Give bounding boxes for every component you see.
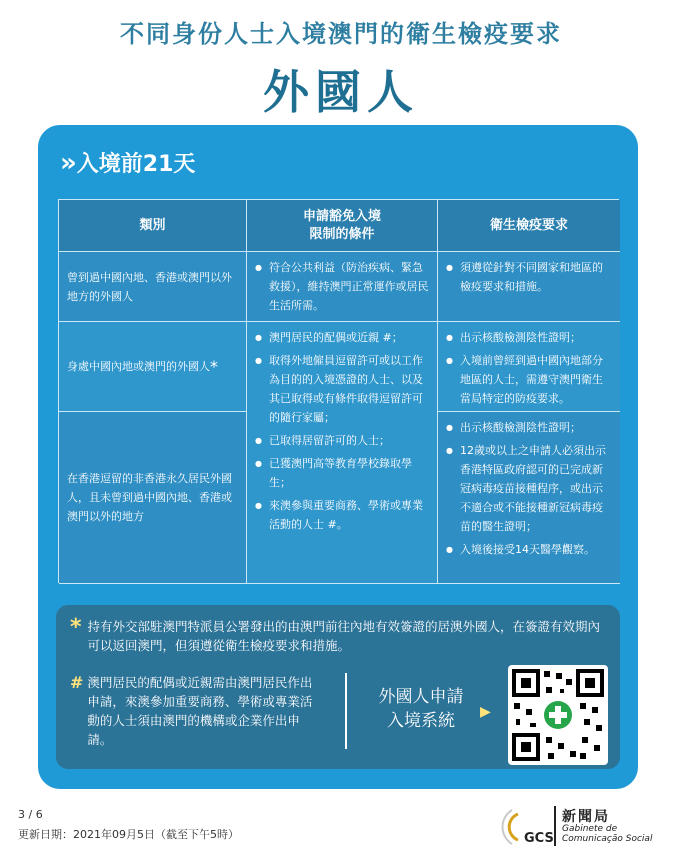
list-item: ● 已獲澳門高等教育學校錄取學生； xyxy=(255,454,429,492)
table-header-requirements: 衛生檢疫要求 xyxy=(438,200,620,252)
list-item: ● 澳門居民的配偶或近親 #； xyxy=(255,328,429,347)
list-item: ● 符合公共利益（防治疾病、緊急救援），維持澳門正常運作或居民生活所需。 xyxy=(255,258,429,315)
list-item: ● 入境前曾經到過中國內地部分地區的人士，需遵守澳門衛生當局特定的防疫要求。 xyxy=(446,351,612,408)
list-item: ● 12歲或以上之申請人必須出示香港特區政府認可的已完成新冠病毒疫苗接種程序，或出示不適合或不能接種新冠病毒疫苗的醫生證明； xyxy=(446,441,612,536)
page-indicator: 3 / 6 xyxy=(18,808,43,821)
info-card xyxy=(38,125,638,789)
table-cell-requirements xyxy=(438,412,620,584)
notes-box xyxy=(56,605,620,769)
list-item: ● 取得外地僱員逗留許可或以工作為目的的入境憑證的人士、以及其已取得或有條件取得逗留許可的隨行家屬； xyxy=(255,351,429,427)
divider xyxy=(345,673,347,749)
qr-code-icon[interactable] xyxy=(508,665,608,765)
gcs-logo xyxy=(498,800,682,852)
table-cell-category: 身處中國內地或澳門的外國人 * xyxy=(59,322,247,412)
chevron-right-icon: » xyxy=(60,147,71,178)
list-item: ● 入境後接受14天醫學觀察。 xyxy=(446,540,612,559)
star-note: * 持有外交部駐澳門特派員公署發出的由澳門前往內地有效簽證的居澳外國人，在簽證有效期內可以返回澳門，但須遵從衛生檢疫要求和措施。 xyxy=(70,615,601,653)
logo-name-zh: 新聞局 xyxy=(562,809,610,825)
list-item: ● 出示核酸檢測陰性證明； xyxy=(446,328,612,347)
page-title: 外國人 xyxy=(263,65,419,119)
table-header-conditions: 申請豁免入境 限制的條件 xyxy=(247,200,438,252)
table-cell-category: 在香港逗留的非香港永久居民外國人，且未曾到過中國內地、香港或澳門以外的地方 xyxy=(59,412,247,584)
hash-note: # 澳門居民的配偶或近親需由澳門居民作出申請，來澳參加重要商務、學術或專業活動的人士須由澳門的機構或企業作出申請。 xyxy=(70,673,313,747)
requirements-table xyxy=(58,199,619,583)
page-subtitle: 不同身份人士入境澳門的衛生檢疫要求 xyxy=(120,20,562,48)
gcs-logo-mark-icon xyxy=(498,800,558,852)
table-cell-requirements xyxy=(438,322,620,412)
table-cell-requirements xyxy=(438,252,620,322)
list-item: ● 已取得居留許可的人士； xyxy=(255,431,429,450)
update-date: 更新日期：2021年09月5日（截至下午5時） xyxy=(18,828,239,841)
list-item: ● 出示核酸檢測陰性證明； xyxy=(446,418,612,437)
hash-icon: # xyxy=(70,673,84,692)
table-cell-category: 曾到過中國內地、香港或澳門以外地方的外國人 xyxy=(59,252,247,322)
svg-text:GCS: GCS xyxy=(524,831,554,846)
table-cell-conditions xyxy=(247,252,438,322)
section-title: 入境前21天 xyxy=(76,152,196,177)
table-header-category: 類別 xyxy=(59,200,247,252)
asterisk-icon: * xyxy=(70,615,82,640)
list-item: ● 須遵從針對不同國家和地區的檢疫要求和措施。 xyxy=(446,258,612,296)
entry-system-label[interactable]: 外國人申請 入境系統 xyxy=(378,687,464,731)
logo-name-pt: Gabinete de Comunicação Social xyxy=(562,824,653,844)
section-heading xyxy=(60,147,195,178)
table-cell-conditions xyxy=(247,322,438,584)
list-item: ● 來澳參與重要商務、學術或專業活動的人士 #。 xyxy=(255,496,429,534)
play-arrow-icon: ▶ xyxy=(480,704,491,720)
